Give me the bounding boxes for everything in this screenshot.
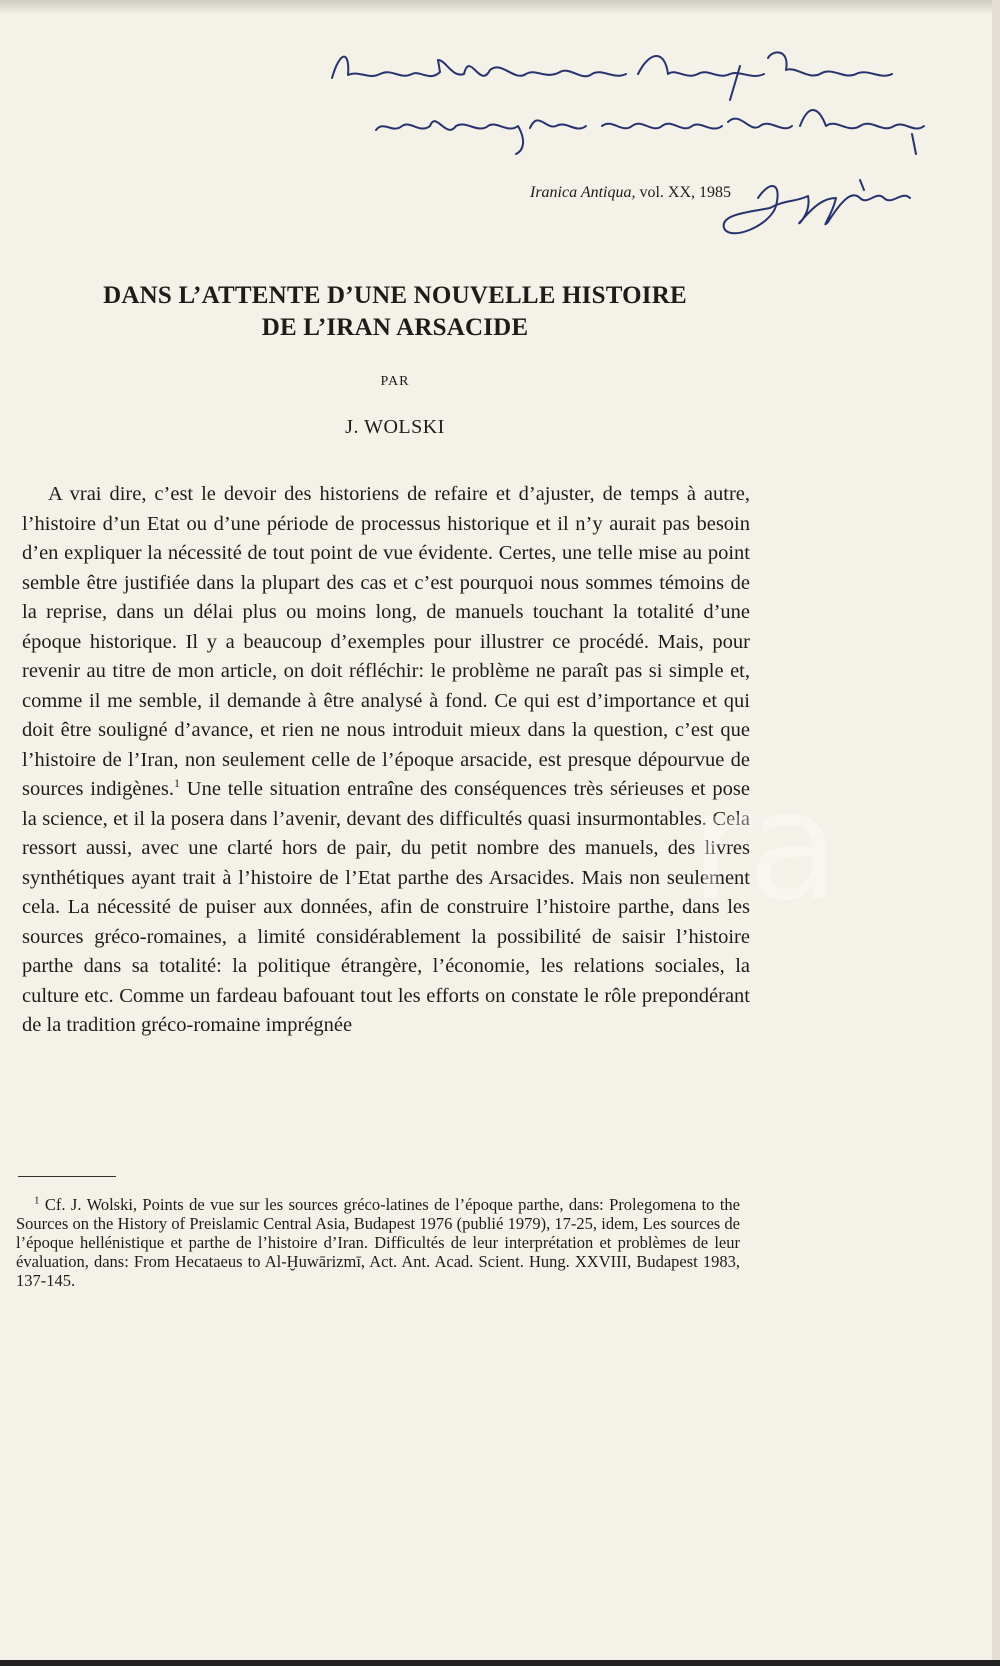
page-top-shadow	[0, 0, 992, 14]
handwritten-dedication	[320, 30, 960, 260]
signature-ink	[724, 180, 910, 233]
article-paragraph	[22, 480, 750, 1041]
journal-name: Iranica Antiqua,	[530, 184, 636, 201]
dedication-line-2-ink	[376, 110, 924, 154]
footnote-text: Cf. J. Wolski, Points de vue sur les sources gréco-latines de l’époque parthe, dans: Prolegomena to the Sources on the History of Preislamic Central Asia, Budapest 1976 (publié 1979), 17-25, idem, Les sources de l’époque hellénistique et parthe de l’histoire d’Iran. Difficultés de leur interprétation et problèmes de leur évaluation, dans: From Hecataeus to Al-Ḫuwārizmī, Act. Ant. Acad. Scient. Hung. XXVIII, Budapest 1983, 137-145.	[16, 1195, 740, 1290]
byline-par: PAR	[380, 374, 410, 389]
title-line-2: DE L’IRAN ARSACIDE	[261, 314, 529, 341]
page-edge	[992, 0, 1000, 1666]
footnote-divider	[18, 1176, 116, 1177]
paragraph-text-before-note: A vrai dire, c’est le devoir des historiens de refaire et d’ajuster, de temps à autre, l’histoire d’un Etat ou d’une période de processus historique et il n’y aurait pas besoin d’en expliquer la nécessité de tout point de vue évidente. Certes, une telle mise au point semble être justifiée dans la plupart des cas et c’est pourquoi nous sommes témoins de la reprise, dans un délai plus ou moins long, de manuels touchant la totalité d’une époque historique. Il y a beaucoup d’exemples pour illustrer ce procédé. Mais, pour revenir au titre de mon article, on doit réfléchir: le problème ne paraît pas si simple et, comme il me semble, il demande à être analysé à fond. Ce qui est d’importance et qui doit être souligné d’avance, et rien ne nous introduit mieux dans la question, c’est que l’histoire de l’Iran, non seulement celle de l’époque arsacide, est presque dépourvue de sources indigènes.	[22, 483, 750, 800]
journal-citation	[530, 184, 731, 202]
footnote-reference[interactable]: 1	[173, 776, 180, 791]
dedication-line-1-ink	[332, 52, 892, 100]
footnote	[16, 1195, 740, 1290]
title-line-1: DANS L’ATTENTE D’UNE NOUVELLE HISTOIRE	[103, 282, 687, 309]
author-name: J. WOLSKI	[345, 416, 445, 438]
faint-watermark: ra	[690, 760, 836, 934]
journal-volume: vol. XX, 1985	[635, 184, 732, 201]
scan-border	[0, 1660, 1000, 1666]
footnote-marker: 1	[34, 1194, 40, 1207]
article-title	[60, 280, 730, 344]
paragraph-text-after-note: Une telle situation entraîne des conséquences très sérieuses et pose la science, et il la posera dans l’avenir, devant des difficultés quasi insurmontables. Cela ressort aussi, avec une clarté hors de pair, du petit nombre des manuels, des livres synthétiques ayant trait à l’histoire de l’Etat parthe des Arsacides. Mais non seulement cela. La nécessité de puiser aux données, afin de construire l’histoire parthe, dans les sources gréco-romaines, a limité considérablement la possibilité de saisir l’histoire parthe dans sa totalité: la politique étrangère, l’économie, les relations sociales, la culture etc. Comme un fardeau bafouant tout les efforts on constate le rôle prepondérant de la tradition gréco-romaine imprégnée	[22, 778, 750, 1036]
